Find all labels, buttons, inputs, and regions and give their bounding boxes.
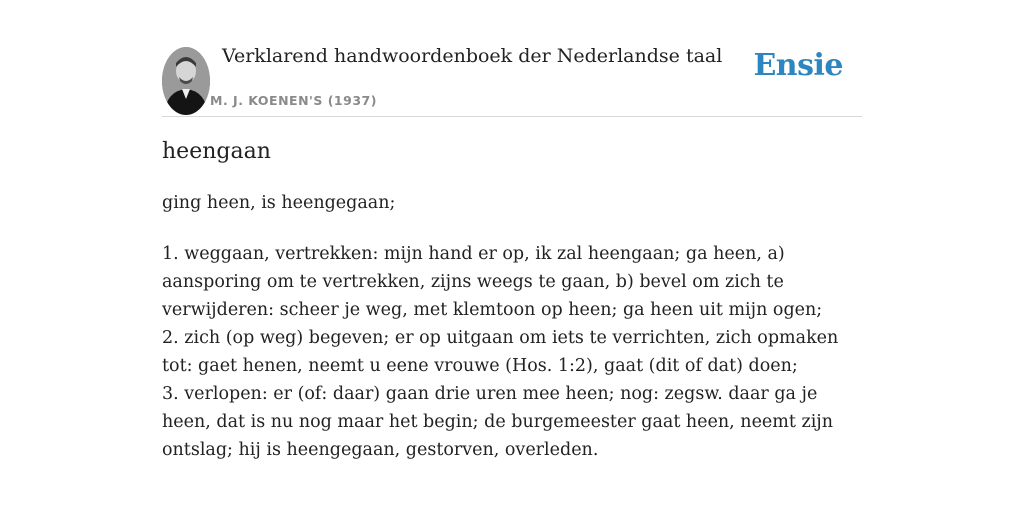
- author-portrait-icon: [162, 47, 210, 115]
- entry-headword: heengaan: [162, 139, 271, 164]
- entry-definition: [162, 240, 862, 464]
- author-caption: M. J. KOENEN'S (1937): [210, 93, 377, 108]
- ensie-logo-link[interactable]: Ensie: [753, 48, 843, 83]
- dictionary-header: [162, 40, 862, 117]
- sense-1: 1. weggaan, vertrekken: mijn hand er op, ik zal heengaan; ga heen, a) aansporing om te vertrekken, zijns weegs te gaan, b) bevel om zich te verwijderen: scheer je weg, met klemtoon op heen; ga heen uit mijn ogen;: [162, 244, 823, 320]
- entry-forms: ging heen, is heengegaan;: [162, 193, 396, 213]
- sense-2: 2. zich (op weg) begeven; er op uitgaan om iets te verrichten, zich opmaken tot: gaet henen, neemt u eene vrouwe (Hos. 1:2), gaat (dit of dat) doen;: [162, 328, 839, 376]
- sense-3: 3. verlopen: er (of: daar) gaan drie uren mee heen; nog: zegsw. daar ga je heen, dat is nu nog maar het begin; de burgemeester gaat heen, neemt zijn ontslag; hij is heengegaan, gestorven, overleden.: [162, 384, 833, 460]
- book-title: Verklarend handwoordenboek der Nederlandse taal: [222, 45, 723, 67]
